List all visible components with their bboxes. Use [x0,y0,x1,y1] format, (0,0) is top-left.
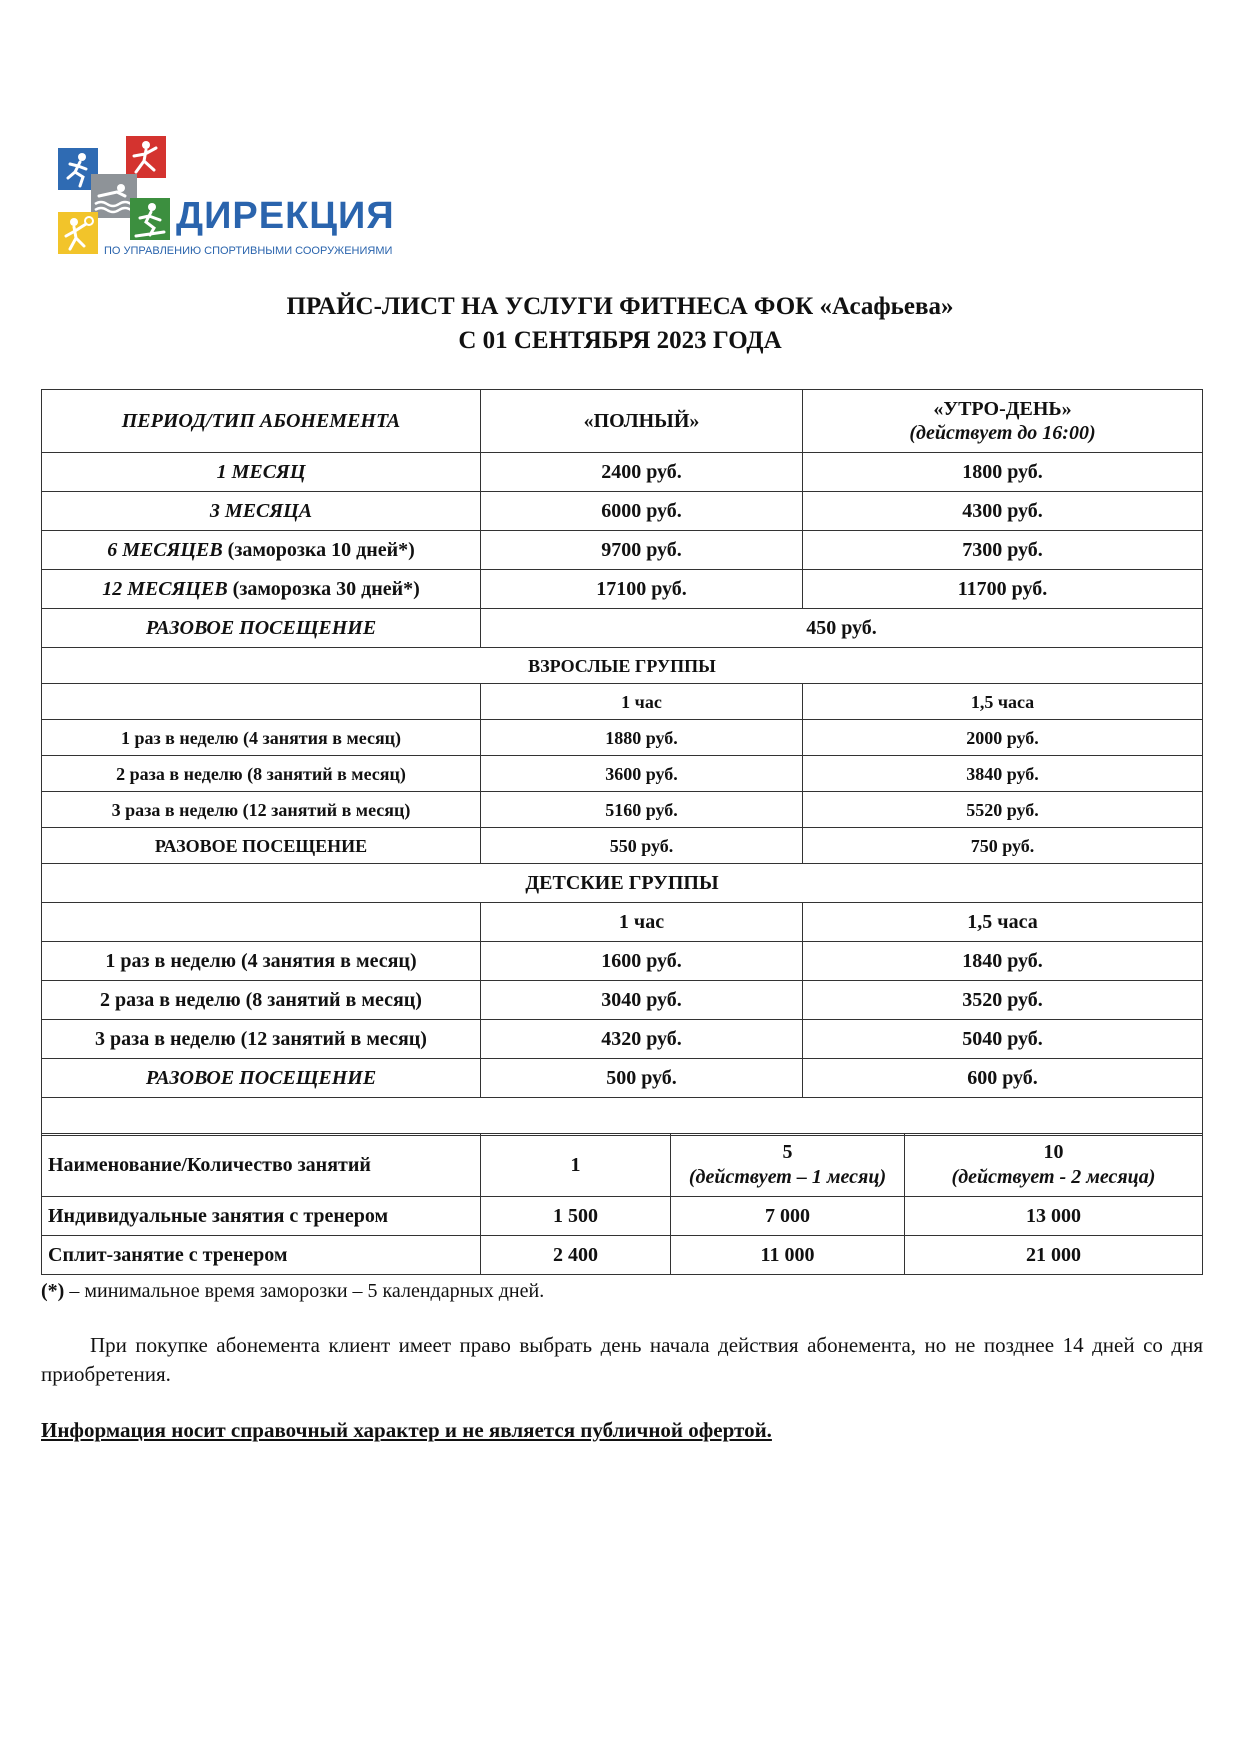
header-5-note: (действует – 1 месяц) [688,1166,887,1188]
header-morning-note: (действует до 16:00) [909,422,1096,444]
table-row [42,1236,1203,1275]
info-paragraph: При покупке абонемента клиент имеет право выбрать день начала действия абонемента, но не позднее 14 дней со дня приобретения. [41,1333,1203,1386]
table-row [42,609,1203,648]
col-15h: 1,5 часа [803,684,1203,720]
header-10-label: 10 [1043,1141,1064,1163]
price-cell: 21 000 [905,1236,1203,1275]
table-row [42,1197,1203,1236]
empty-cell [42,1098,1203,1136]
table-row [42,792,1203,828]
table-row [42,756,1203,792]
header-5 [671,1134,905,1197]
price-cell: 3520 руб. [803,981,1203,1020]
price-cell: 9700 руб. [481,531,803,570]
price-cell: 3600 руб. [481,756,803,792]
price-cell: 7 000 [671,1197,905,1236]
table-row [42,981,1203,1020]
row-label: 1 раз в неделю (4 занятия в месяц) [42,720,481,756]
header-full: «ПОЛНЫЙ» [481,390,803,453]
row-label: РАЗОВОЕ ПОСЕЩЕНИЕ [42,828,481,864]
table-row [42,903,1203,942]
table-header-row [42,390,1203,453]
price-cell: 1600 руб. [481,942,803,981]
page-title: ПРАЙС-ЛИСТ НА УСЛУГИ ФИТНЕСА ФОК «Асафьева» [286,293,954,320]
empty-cell [42,903,481,942]
price-cell: 1840 руб. [803,942,1203,981]
price-cell: 1 500 [481,1197,671,1236]
table-row [42,453,1203,492]
logo [58,136,398,266]
header-name: Наименование/Количество занятий [42,1134,481,1197]
price-cell: 1880 руб. [481,720,803,756]
spacer-row [42,1098,1203,1136]
period-cell: 1 МЕСЯЦ [42,453,481,492]
table-row [42,828,1203,864]
table-row [42,720,1203,756]
row-label: РАЗОВОЕ ПОСЕЩЕНИЕ [42,1059,481,1098]
row-label: Сплит-занятие с тренером [42,1236,481,1275]
row-label: 2 раза в неделю (8 занятий в месяц) [42,981,481,1020]
footnote-mark: (*) [41,1280,65,1302]
price-cell: 2 400 [481,1236,671,1275]
period-cell: 12 МЕСЯЦЕВ (заморозка 30 дней*) [42,570,481,609]
price-cell: 600 руб. [803,1059,1203,1098]
col-1h: 1 час [481,903,803,942]
row-label: Индивидуальные занятия с тренером [42,1197,481,1236]
price-cell: 5040 руб. [803,1020,1203,1059]
row-label: 3 раза в неделю (12 занятий в месяц) [42,792,481,828]
adult-groups-title: ВЗРОСЛЫЕ ГРУППЫ [42,648,1203,684]
table-row [42,684,1203,720]
footnote-text: – минимальное время заморозки – 5 календарных дней. [64,1280,545,1302]
footnote [41,1278,544,1304]
price-cell: 6000 руб. [481,492,803,531]
price-cell: 5520 руб. [803,792,1203,828]
price-cell: 7300 руб. [803,531,1203,570]
single-visit-label: РАЗОВОЕ ПОСЕЩЕНИЕ [42,609,481,648]
price-cell: 17100 руб. [481,570,803,609]
table-row [42,570,1203,609]
tennis-icon [58,212,98,254]
col-15h: 1,5 часа [803,903,1203,942]
price-cell: 550 руб. [481,828,803,864]
skier-icon [130,198,170,240]
price-cell: 500 руб. [481,1059,803,1098]
row-label: 1 раз в неделю (4 занятия в месяц) [42,942,481,981]
table-header-row [42,1134,1203,1197]
price-cell: 11 000 [671,1236,905,1275]
logo-title: ДИРЕКЦИЯ [176,195,395,237]
price-cell: 4320 руб. [481,1020,803,1059]
single-visit-price: 450 руб. [481,609,1203,648]
header-1: 1 [481,1134,671,1197]
table-row [42,1020,1203,1059]
period-cell: 3 МЕСЯЦА [42,492,481,531]
header-morning [803,390,1203,453]
table-row [42,942,1203,981]
price-cell: 750 руб. [803,828,1203,864]
header-morning-label: «УТРО-ДЕНЬ» [933,398,1072,420]
header-5-label: 5 [782,1141,793,1163]
period-cell: 6 МЕСЯЦЕВ (заморозка 10 дней*) [42,531,481,570]
price-cell: 1800 руб. [803,453,1203,492]
header-10-note: (действует - 2 месяца) [951,1166,1156,1188]
price-cell: 4300 руб. [803,492,1203,531]
table-row [42,531,1203,570]
logo-mark [58,136,170,258]
price-cell: 13 000 [905,1197,1203,1236]
price-table [41,389,1203,1136]
disclaimer: Информация носит справочный характер и не является публичной офертой. [41,1418,772,1442]
row-label: 2 раза в неделю (8 занятий в месяц) [42,756,481,792]
kids-groups-title: ДЕТСКИЕ ГРУППЫ [42,864,1203,903]
athlete-icon [126,136,166,178]
price-cell: 5160 руб. [481,792,803,828]
price-cell: 11700 руб. [803,570,1203,609]
table-row [42,1059,1203,1098]
price-cell: 2400 руб. [481,453,803,492]
row-label: 3 раза в неделю (12 занятий в месяц) [42,1020,481,1059]
section-row [42,864,1203,903]
price-cell: 3040 руб. [481,981,803,1020]
table-row [42,492,1203,531]
col-1h: 1 час [481,684,803,720]
page-subtitle: С 01 СЕНТЯБРЯ 2023 ГОДА [458,327,782,354]
section-row [42,648,1203,684]
logo-subtitle: ПО УПРАВЛЕНИЮ СПОРТИВНЫМИ СООРУЖЕНИЯМИ [104,245,393,257]
price-cell: 3840 руб. [803,756,1203,792]
individual-table [41,1133,1203,1275]
header-period: ПЕРИОД/ТИП АБОНЕМЕНТА [42,390,481,453]
empty-cell [42,684,481,720]
header-10 [905,1134,1203,1197]
price-cell: 2000 руб. [803,720,1203,756]
